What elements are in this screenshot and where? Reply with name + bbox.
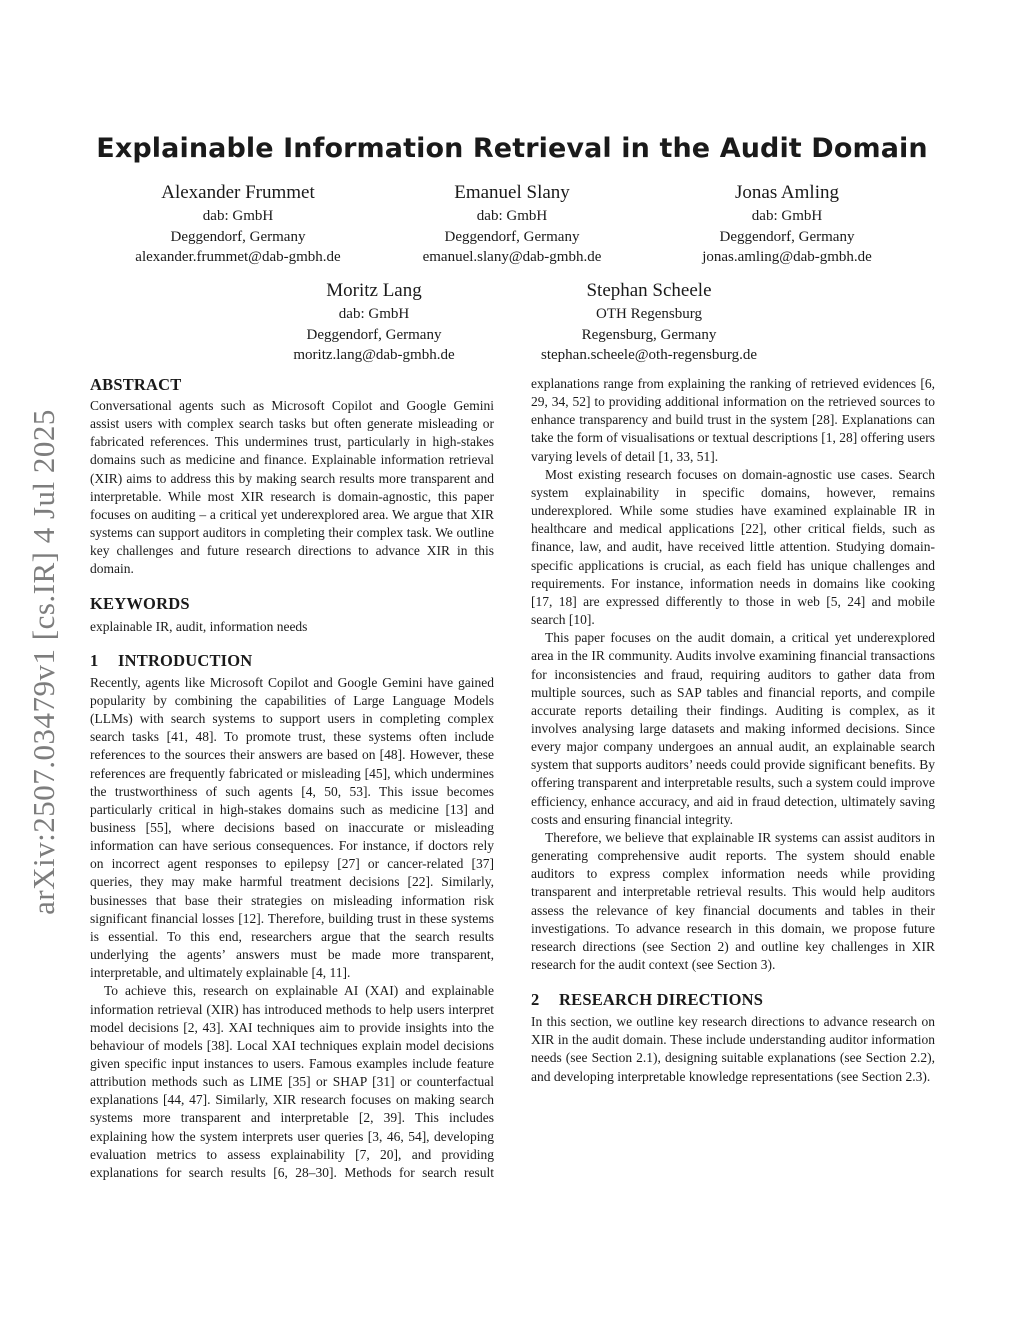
abstract-text: Conversational agents such as Microsoft Copilot and Google Gemini assist users with complex search tasks but often generate misleading or fabricated references. This undermines trust, particularly in high-stakes domains such as medicine and finance. Explainable information retrieval (XIR) aims to address this by making search results more transparent and interpretable. While most XIR research is domain-agnostic, this paper focuses on auditing – a critical yet underexplored area. We argue that XIR systems can support auditors in completing their complex task. We outline key challenges and future research directions to advance XIR in this domain. [90, 398, 494, 577]
section-number: 2 [531, 990, 540, 1010]
intro-paragraph-3: Most existing research focuses on domain-agnostic use cases. Search system explainability in specific domains, however, remains underexplored. While some studies have examined explainable IR in healthcare and medical applications [22], other critical fields, such as finance, law, and audit, have received little attention. Studying domain-specific applications is crucial, as each field has unique challenges and requirements. For instance, information needs in domains like cooking [17, 18] are expressed differently to those in web [5, 24] and mobile search [10]. [531, 466, 935, 628]
author-email[interactable]: alexander.frummet@dab-gmbh.de [135, 249, 341, 265]
author-block [637, 181, 937, 268]
author-name: Moritz Lang [326, 280, 422, 301]
author-name: Emanuel Slany [454, 182, 570, 203]
author-email[interactable]: moritz.lang@dab-gmbh.de [293, 347, 455, 363]
author-affiliation: dab: GmbH [338, 306, 410, 322]
author-affiliation: dab: GmbH [202, 208, 274, 224]
author-name: Alexander Frummet [161, 182, 315, 203]
intro-paragraph-2: To achieve this, research on explainable AI (XAI) and explainable information retrieval (XIR) has introduced methods to help users interpret model decisions [2, 43]. XAI techniques aim to provide insights into the behaviour of models [38]. Local XAI techniques explain model decisions given specific input instances to users. Famous examples include feature attribution methods such as LIME [35] or SHAP [31] or counterfactual explanations [44, 47]. Similarly, XIR research focuses on making search systems more transparent and interpretable [2, 39]. This includes explaining how the system interprets user queries [3, 46, 54], developing evaluation metrics to assess explainability [7, 20], and providing explanations for search results [6, 28–30]. Methods for search result [90, 983, 494, 1180]
author-affiliation: OTH Regensburg [596, 306, 702, 322]
section-number: 1 [90, 650, 99, 670]
author-location: Deggendorf, Germany [306, 326, 442, 343]
author-affiliation: dab: GmbH [751, 208, 823, 224]
author-name: Jonas Amling [735, 182, 839, 203]
keywords-heading: KEYWORDS [90, 593, 190, 613]
author-location: Deggendorf, Germany [444, 228, 580, 245]
right-column [531, 375, 935, 1086]
author-block [224, 279, 524, 366]
section-title: INTRODUCTION [118, 650, 253, 670]
author-location: Deggendorf, Germany [170, 228, 306, 245]
keywords-text: explainable IR, audit, information needs [90, 618, 308, 634]
author-location: Deggendorf, Germany [719, 228, 855, 245]
intro-paragraph-5: Therefore, we believe that explainable IR systems can assist auditors in generating comprehensive audit reports. The system should enable auditors to express complex information needs while providing transparent and interpretable retrieval results. This would help auditors assess the relevance of key financial documents and tables in their investigations. To advance research in this domain, we propose future research directions (see Section 2) and outline key challenges in XIR research for the audit context (see Section 3). [531, 829, 935, 972]
left-column [90, 375, 494, 1182]
author-email[interactable]: jonas.amling@dab-gmbh.de [702, 249, 872, 265]
intro-paragraph-1: Recently, agents like Microsoft Copilot and Google Gemini have gained popularity by combining the capabilities of Large Language Models (LLMs) with search systems to support users in completing complex search tasks [41, 48]. To promote trust, these systems often include references to the sources their answers are based on [48]. However, these references are frequently fabricated or misleading [45], which undermines the trustworthiness of such agents [4, 50, 53]. This issue becomes particularly critical in high-stakes domains such as medicine [13] and business [55], where decisions based on inaccurate or misleading information can have serious consequences. For instance, if doctors rely on incorrect agent responses to epilepsy [27] or cancer-related [37] queries, they may make harmful treatment decisions [22]. Similarly, businesses that base their strategies on misleading information risk significant financial losses [12]. Therefore, building trust in these systems is essential. To this end, researchers argue that the search results underlying the agents’ answers must be made more transparent, interpretable, and ultimately explainable [4, 11]. [90, 674, 494, 981]
paper-title: Explainable Information Retrieval in the Audit Domain [96, 133, 928, 164]
abstract-heading: ABSTRACT [90, 375, 182, 394]
author-block [499, 279, 799, 366]
author-block [362, 181, 662, 268]
intro-paragraph-2-continued: explanations range from explaining the ranking of retrieved evidences [6, 29, 34, 52] to providing additional information on the retrieved sources to enhance transparency and build trust in the system [28]. Explanations can take the form of visualisations or textual descriptions [1, 28] offering users varying levels of detail [1, 33, 51]. [531, 376, 935, 464]
research-directions-heading [531, 990, 935, 1010]
author-email[interactable]: stephan.scheele@oth-regensburg.de [541, 347, 757, 363]
arxiv-identifier: arXiv:2507.03479v1 [cs.IR] 4 Jul 2025 [26, 409, 61, 915]
intro-paragraph-4: This paper focuses on the audit domain, a critical yet underexplored area in the IR community. Audits involve examining financial transactions for inconsistencies and fraud, requiring auditors to gather data from multiple sources, such as SAP tables and financial reports, and compile accurate reports detailing their findings. Auditing is complex, as it involves analysing large datasets and making informed decisions. Since every major company undergoes an annual audit, an explainable search system that supports auditors’ needs could provide significant benefits. By offering transparent and interpretable results, such a system could improve efficiency, enhance accuracy, and aid in fraud detection, ultimately saving costs and ensuring financial integrity. [531, 630, 935, 827]
author-block [88, 181, 388, 268]
author-email[interactable]: emanuel.slany@dab-gmbh.de [422, 249, 602, 265]
section-title: RESEARCH DIRECTIONS [559, 990, 764, 1010]
research-directions-text: In this section, we outline key research directions to advance research on XIR in the audit domain. These include understanding auditor information needs (see Section 2.1), designing suitable explanations (see Section 2.2), and developing interpretable knowledge representations (see Section 2.3). [531, 1014, 935, 1084]
author-location: Regensburg, Germany [581, 326, 717, 343]
introduction-heading [90, 651, 494, 671]
author-name: Stephan Scheele [586, 280, 712, 301]
author-affiliation: dab: GmbH [476, 208, 548, 224]
